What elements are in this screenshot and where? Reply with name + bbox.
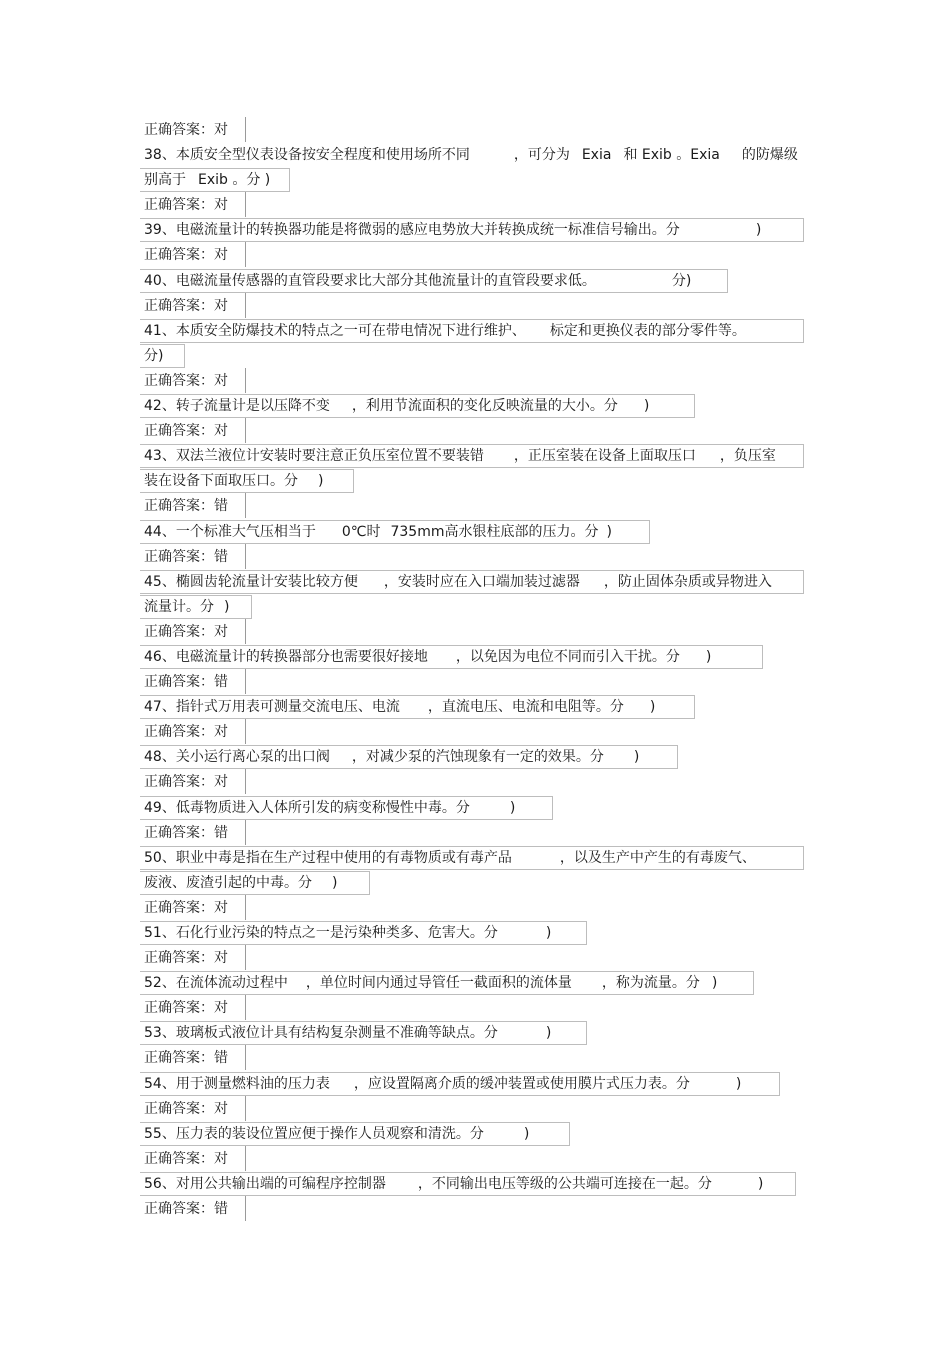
question-text: ，以免因为电位不同而引入干扰。分 (455, 648, 680, 665)
answer-label: 正确答案： (144, 674, 214, 691)
answer-line (144, 494, 808, 519)
answer-value: 错 (214, 1201, 228, 1218)
question-text: ) (224, 598, 230, 615)
answer-line (144, 1046, 808, 1071)
answer-label: 正确答案： (144, 372, 214, 389)
answer-value: 错 (214, 548, 228, 565)
question-text: ，称为流量。分 (601, 975, 700, 992)
question-line (144, 394, 808, 419)
question-line (144, 796, 808, 821)
answer-value: 对 (214, 423, 228, 440)
question-text: ) (757, 1175, 764, 1192)
answer-label: 正确答案： (144, 774, 214, 791)
answer-box (245, 1146, 247, 1171)
question-text: 47、指针式万用表可测量交流电压、电流 (144, 699, 400, 716)
question-text: ，可分为 (513, 147, 570, 164)
answer-line (144, 821, 808, 846)
answer-value: 错 (214, 824, 228, 841)
question-text: 55、压力表的装设位置应便于操作人员观察和清洗。分 (144, 1125, 484, 1142)
answer-box (245, 544, 247, 569)
answer-box (245, 895, 247, 920)
question-line (144, 846, 808, 871)
answer-label: 正确答案： (144, 1100, 214, 1117)
question-text: ) (705, 648, 712, 665)
answer-value: 对 (214, 1100, 228, 1117)
answer-value: 对 (214, 1150, 228, 1167)
answer-value: 对 (214, 774, 228, 791)
answer-value: 对 (214, 899, 228, 916)
question-text: ) (649, 699, 656, 716)
question-text: ，防止固体杂质或异物进入 (603, 573, 772, 590)
question-text: 42、转子流量计是以压降不变 (144, 398, 330, 415)
answer-value: 对 (214, 372, 228, 389)
answer-label: 正确答案： (144, 1201, 214, 1218)
question-text: 0℃时 (341, 523, 381, 540)
question-text: 46、电磁流量计的转换器部分也需要很好接地 (144, 648, 428, 665)
answer-label: 正确答案： (144, 247, 214, 264)
question-text: ) (755, 222, 762, 239)
answer-value: 对 (214, 297, 228, 314)
answer-box (245, 945, 247, 970)
answer-line (144, 620, 808, 645)
answer-box (245, 820, 247, 845)
answer-label: 正确答案： (144, 297, 214, 314)
question-text: 装在设备下面取压口。分 (144, 473, 298, 490)
answer-value: 对 (214, 247, 228, 264)
answer-line (144, 369, 808, 394)
question-text: 的防爆级 (741, 147, 798, 164)
answer-value: 对 (214, 1000, 228, 1017)
question-line (144, 168, 808, 193)
answer-value: 对 (214, 197, 228, 214)
question-text: 标定和更换仪表的部分零件等。 (549, 322, 746, 339)
answer-value: 对 (214, 724, 228, 741)
question-line (144, 921, 808, 946)
answer-line (144, 896, 808, 921)
answer-label: 正确答案： (144, 824, 214, 841)
question-text: ) (711, 975, 718, 992)
answer-label: 正确答案： (144, 423, 214, 440)
question-line (144, 469, 808, 494)
question-line (144, 871, 808, 896)
question-text: 和 Exib 。Exia (623, 147, 720, 164)
answer-box (245, 669, 247, 694)
question-text: 流量计。分 (144, 598, 214, 615)
answer-value: 对 (214, 623, 228, 640)
answer-label: 正确答案： (144, 1150, 214, 1167)
question-text: ，对减少泵的汽蚀现象有一定的效果。分 (351, 749, 604, 766)
question-text: 54、用于测量燃料油的压力表 (144, 1075, 330, 1092)
answer-label: 正确答案： (144, 1050, 214, 1067)
question-text: 41、本质安全防爆技术的特点之一可在带电情况下进行维护、 (144, 322, 526, 339)
question-line (144, 595, 808, 620)
answer-box (245, 1096, 247, 1121)
answer-value: 对 (214, 122, 228, 138)
answer-line (144, 770, 808, 795)
answer-value: 错 (214, 498, 228, 515)
question-text: 39、电磁流量计的转换器功能是将微弱的感应电势放大并转换成统一标准信号输出。分 (144, 222, 680, 239)
answer-line (144, 118, 808, 143)
question-text: 56、对用公共输出端的可编程序控制器 (144, 1175, 386, 1192)
question-text: ，正压室装在设备上面取压口 (513, 448, 696, 465)
answer-box (245, 418, 247, 443)
question-text: ，负压室 (719, 448, 776, 465)
question-text: ，应设置隔离介质的缓冲装置或使用膜片式压力表。分 (353, 1075, 690, 1092)
answer-line (144, 1147, 808, 1172)
question-text: 48、关小运行离心泵的出口阀 (144, 749, 330, 766)
question-line (144, 520, 808, 545)
question-text: 分) (671, 272, 692, 289)
answer-box (245, 192, 247, 217)
question-text: ) (545, 1025, 552, 1042)
question-line (144, 745, 808, 770)
answer-box (245, 293, 247, 318)
question-text: 51、石化行业污染的特点之一是污染种类多、危害大。分 (144, 925, 498, 941)
question-line (144, 570, 808, 595)
question-line (144, 1021, 808, 1046)
question-text: 735mm高水银柱底部的压力。分 (390, 523, 599, 540)
question-line (144, 269, 808, 294)
question-line (144, 1122, 808, 1147)
answer-value: 对 (214, 950, 228, 967)
question-line (144, 1172, 808, 1197)
question-text: 别高于 (144, 172, 186, 189)
answer-line (144, 1097, 808, 1122)
answer-line (144, 670, 808, 695)
question-line (144, 645, 808, 670)
question-line (144, 218, 808, 243)
question-text: ) (633, 749, 640, 766)
answer-line (144, 946, 808, 971)
answer-line (144, 294, 808, 319)
question-text: 43、双法兰液位计安装时要注意正负压室位置不要装错 (144, 448, 484, 465)
question-text: 38、本质安全型仪表设备按安全程度和使用场所不同 (144, 147, 470, 164)
question-text: 49、低毒物质进入人体所引发的病变称慢性中毒。分 (144, 799, 470, 816)
question-text: 废液、废渣引起的中毒。分 (144, 874, 312, 891)
question-line (144, 143, 808, 168)
question-line (144, 444, 808, 469)
question-text: 53、玻璃板式液位计具有结构复杂测量不准确等缺点。分 (144, 1025, 498, 1042)
answer-box (245, 619, 247, 644)
question-line (144, 1072, 808, 1097)
answer-label: 正确答案： (144, 724, 214, 741)
question-text: ) (735, 1075, 742, 1092)
question-text: ) (606, 523, 612, 540)
question-text: ) (643, 398, 650, 415)
answer-line (144, 996, 808, 1021)
answer-label: 正确答案： (144, 899, 214, 916)
question-text: ) (509, 799, 516, 816)
question-text: 40、电磁流量传感器的直管段要求比大部分其他流量计的直管段要求低。 (144, 272, 596, 289)
question-text: ，单位时间内通过导管任一截面积的流体量 (305, 975, 572, 992)
question-text: ，不同输出电压等级的公共端可连接在一起。分 (417, 1175, 712, 1192)
answer-line (144, 1197, 808, 1222)
answer-box (245, 719, 247, 744)
answer-box (245, 1196, 247, 1221)
document-body (144, 118, 808, 1222)
answer-line (144, 243, 808, 268)
answer-box (245, 493, 247, 518)
answer-box (245, 995, 247, 1020)
question-text: ，安装时应在入口端加装过滤器 (383, 573, 580, 590)
answer-line (144, 193, 808, 218)
answer-box (245, 117, 247, 142)
question-text: 50、职业中毒是指在生产过程中使用的有毒物质或有毒产品 (144, 849, 512, 866)
answer-box (245, 368, 247, 393)
answer-label: 正确答案： (144, 1000, 214, 1017)
question-text: ) (545, 925, 552, 941)
question-text: ，以及生产中产生的有毒废气、 (559, 849, 756, 866)
question-line (144, 319, 808, 344)
question-text: Exia (581, 147, 612, 164)
answer-value: 错 (214, 1050, 228, 1067)
answer-label: 正确答案： (144, 122, 214, 138)
question-text: ，直流电压、电流和电阻等。分 (427, 699, 624, 716)
question-text: 分) (144, 347, 164, 364)
question-text: ) (332, 874, 338, 891)
answer-line (144, 419, 808, 444)
answer-line (144, 720, 808, 745)
answer-label: 正确答案： (144, 197, 214, 214)
question-text: 44、一个标准大气压相当于 (144, 523, 316, 540)
question-line (144, 971, 808, 996)
answer-box (245, 242, 247, 267)
question-text: ) (318, 473, 324, 490)
answer-label: 正确答案： (144, 950, 214, 967)
answer-label: 正确答案： (144, 623, 214, 640)
answer-label: 正确答案： (144, 548, 214, 565)
question-text: 45、椭圆齿轮流量计安装比较方便 (144, 573, 358, 590)
answer-value: 错 (214, 674, 228, 691)
answer-box (245, 1045, 247, 1070)
answer-box (245, 769, 247, 794)
question-line (144, 344, 808, 369)
question-text: ，利用节流面积的变化反映流量的大小。分 (351, 398, 618, 415)
question-line (144, 695, 808, 720)
answer-label: 正确答案： (144, 498, 214, 515)
answer-line (144, 545, 808, 570)
question-text: Exib 。分 ) (198, 172, 271, 189)
question-text: 52、在流体流动过程中 (144, 975, 288, 992)
question-text: ) (523, 1125, 530, 1142)
